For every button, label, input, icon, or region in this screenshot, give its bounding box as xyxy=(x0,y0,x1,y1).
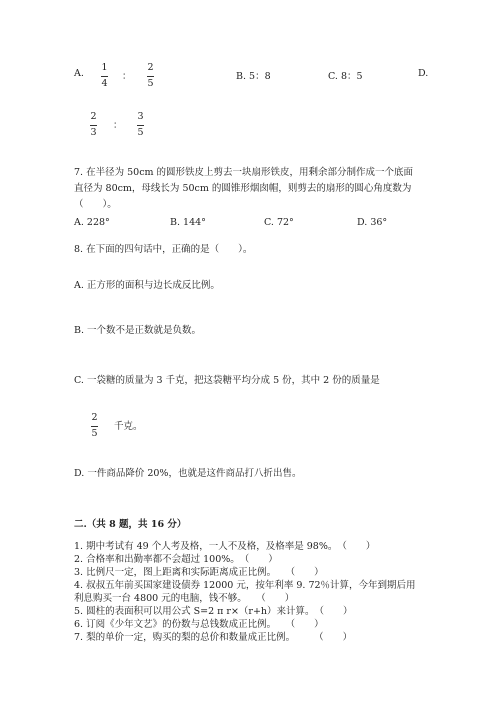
q6-option-a-label: A. xyxy=(74,68,84,79)
true-false-item: 1. 期中考试有 49 个人考及格，一人不及格，及格率是 98%。 （ ） xyxy=(74,541,376,552)
true-false-item: 2. 合格率和出勤率都不会超过 100%。 （ ） xyxy=(74,554,278,565)
true-false-item: 7. 梨的单价一定，购买的梨的总价和数量成正比例。 （ ） xyxy=(74,632,353,643)
q6-option-a-fraction-2: 2 5 xyxy=(147,62,154,90)
q8-option-a: A. 正方形的面积与边长成反比例。 xyxy=(74,280,220,291)
q7-option-b: B. 144° xyxy=(170,217,206,228)
q6-option-a-fraction-1: 1 4 xyxy=(101,62,108,90)
q6-option-d-colon: ： xyxy=(113,120,123,131)
true-false-item: 3. 比例尺一定，图上距离和实际距离成正比例。 （ ） xyxy=(74,567,324,578)
q7-option-d: D. 36° xyxy=(357,217,388,228)
q6-option-c: C. 8：5 xyxy=(328,71,363,82)
q7-stem-line-2: 直径为 80cm，母线长为 50cm 的圆锥形烟囱帽，则剪去的扇形的圆心角度数为 xyxy=(74,183,412,194)
q8-option-c: C. 一袋糖的质量为 3 千克，把这袋糖平均分成 5 份，其中 2 份的质量是 xyxy=(74,375,380,386)
q7-stem-line-3: （ ）。 xyxy=(74,199,117,210)
q8-stem: 8. 在下面的四句话中，正确的是（ ）。 xyxy=(74,244,253,255)
q8-option-d: D. 一件商品降价 20%，也就是这件商品打八折出售。 xyxy=(74,468,302,479)
q6-option-b: B. 5：8 xyxy=(236,71,271,82)
q7-stem-line-1: 7. 在半径为 50cm 的圆形铁皮上剪去一块扇形铁皮，用剩余部分制作成一个底面 xyxy=(74,167,414,178)
q6-option-d-fraction-1: 2 3 xyxy=(90,111,97,139)
true-false-item-continuation: 利息购买一台 4800 元的电脑，钱不够。 （ ） xyxy=(74,593,295,604)
true-false-item: 6. 订阅《少年文艺》的份数与总钱数成正比例。 （ ） xyxy=(74,619,324,630)
q7-option-a: A. 228° xyxy=(74,217,110,228)
section-2-heading: 二.（共 8 题，共 16 分） xyxy=(74,519,187,530)
q8-option-b: B. 一个数不是正数就是负数。 xyxy=(74,325,202,336)
q6-option-d-label: D. xyxy=(418,68,429,79)
q6-option-d-fraction-2: 3 5 xyxy=(137,111,144,139)
q8-option-c-unit: 千克。 xyxy=(114,421,143,432)
q7-option-c: C. 72° xyxy=(264,217,294,228)
q6-option-a-colon: ： xyxy=(122,71,132,82)
true-false-item: 5. 圆柱的表面积可以用公式 S=2 π r×（r+h）来计算。 （ ） xyxy=(74,606,353,617)
true-false-item: 4. 叔叔五年前买国家建设债券 12000 元，按年利率 9. 72％计算，今年到期后用 xyxy=(74,580,416,591)
q8-option-c-fraction: 2 5 xyxy=(91,412,98,440)
